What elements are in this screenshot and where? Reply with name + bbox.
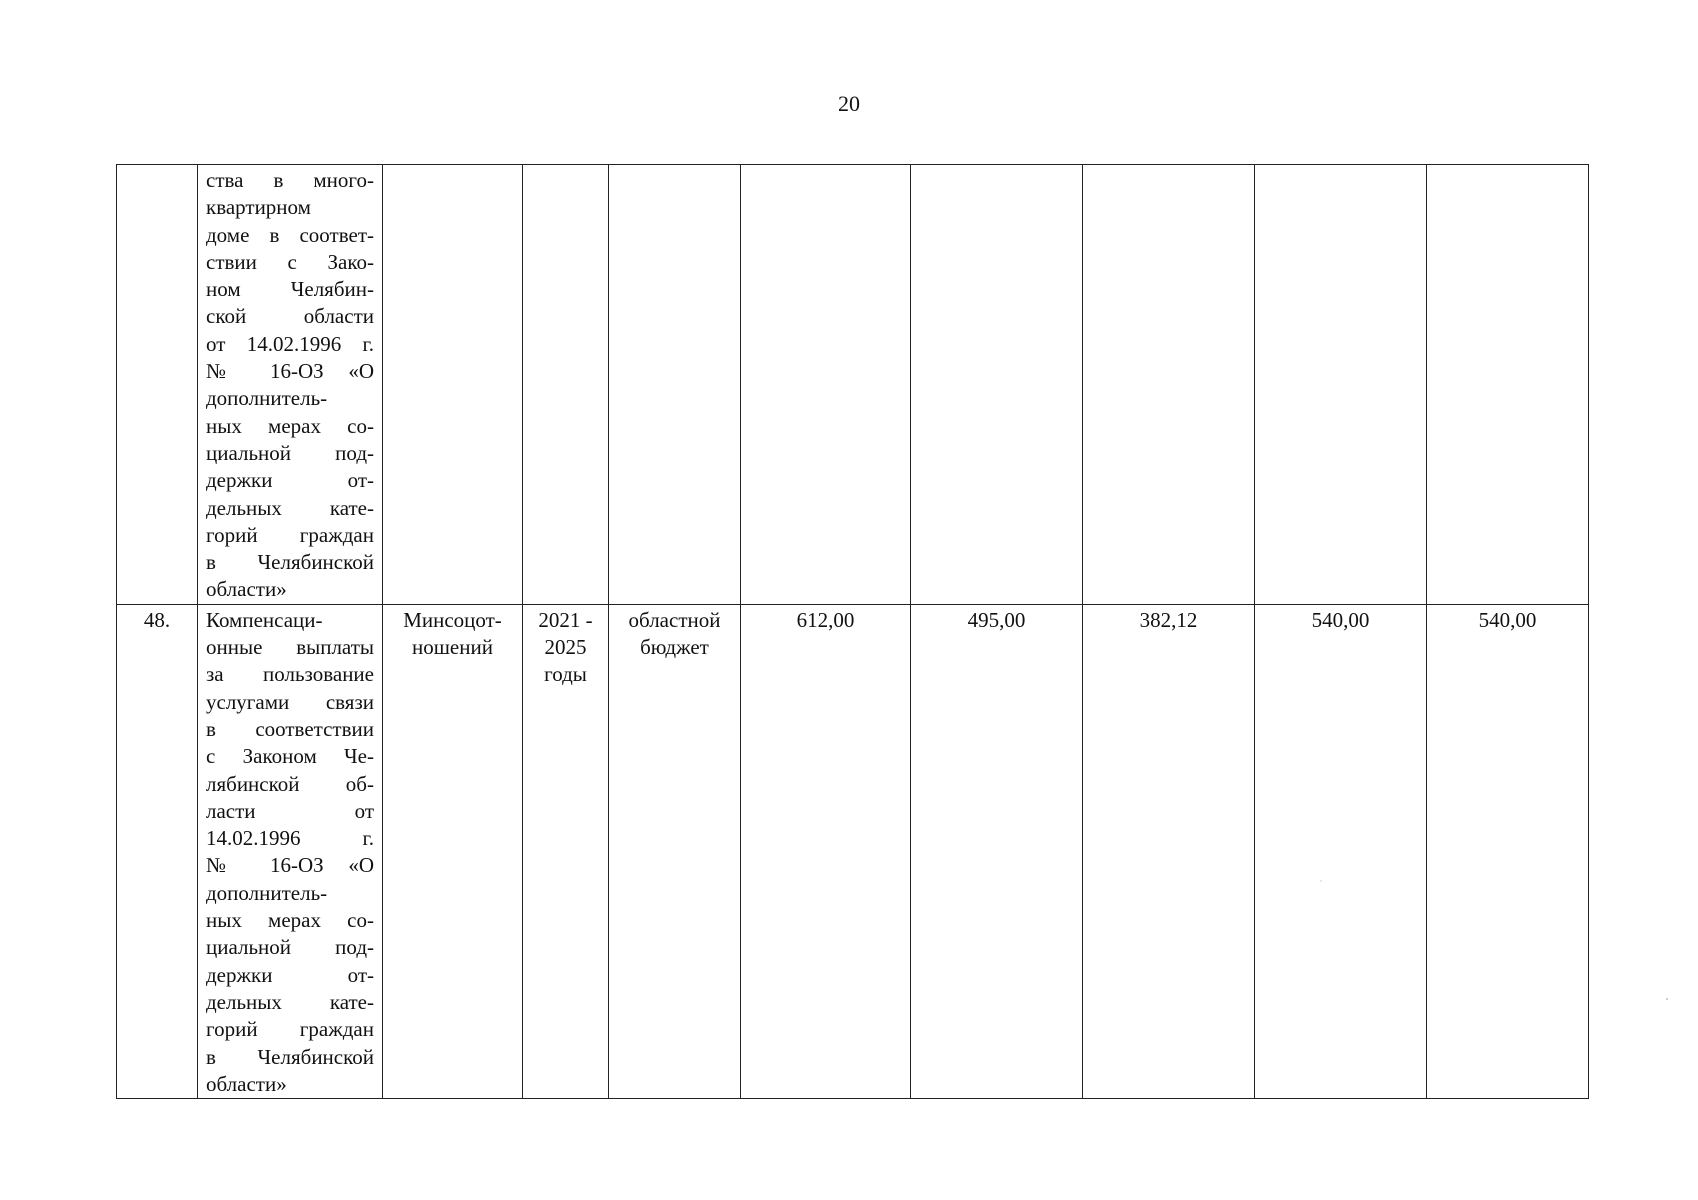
measure-name-line: № 16-ОЗ «О [206,853,374,878]
value-cell [1427,165,1589,605]
measure-name-line: циальной под- [206,935,374,960]
measure-name-line: услугами связи [206,689,374,714]
measure-name-line: доме в соответ- [206,222,374,247]
value: 540,00 [1478,607,1537,632]
measure-name-line: циальной под- [206,440,374,465]
funding-source-line: областной [628,607,721,632]
program-measures-table [116,164,1589,1099]
value-cell [741,604,911,1098]
measure-name-line: дельных кате- [206,989,374,1014]
measure-name-line: ных мерах со- [206,908,374,933]
row-number-cell [117,604,198,1098]
measure-name-line: ласти от [206,798,374,823]
value: 540,00 [1311,607,1370,632]
period-line: 2025 [544,635,587,660]
funding-source-line: бюджет [640,635,709,660]
measure-name-cell [198,165,383,605]
measure-name-line: ства в много- [206,168,374,192]
value-cell [1083,604,1255,1098]
value-cell [1083,165,1255,605]
measure-name-line: области» [206,577,287,602]
value: 495,00 [967,607,1026,632]
page-number: 20 [838,91,860,116]
measure-name-line: лябинской об- [206,771,374,796]
measure-name-line: от 14.02.1996 г. [206,331,374,356]
executor-cell [383,165,523,605]
measure-name-line: горий граждан [206,1017,374,1042]
measure-name-line: области» [206,1071,287,1096]
measure-name-line: горий граждан [206,522,374,547]
executor-line: ношений [412,635,493,660]
period-cell [523,165,609,605]
measure-name-line: ных мерах со- [206,413,374,438]
measure-name-line: Компенсаци- [206,607,323,632]
measure-name-line: квартирном [206,195,311,220]
scan-artifact [1320,880,1322,882]
value-cell [911,165,1083,605]
measure-name-line: за пользование [206,662,374,687]
period-line: годы [544,662,587,687]
measure-name-line: № 16-ОЗ «О [206,359,374,384]
funding-source-cell [609,604,741,1098]
measure-name-line: в соответствии [206,716,374,741]
measure-name-line: дополнитель- [206,386,328,411]
row-number: 48. [143,607,171,632]
measure-name-line: онные выплаты [206,635,374,660]
measure-name-line: в Челябинской [206,1044,374,1069]
table-row [117,165,1589,605]
measure-name-line: дополнитель- [206,880,328,905]
executor-line: Минсоцот- [403,607,502,632]
value: 612,00 [796,607,855,632]
measure-name-line: держки от- [206,962,374,987]
measure-name-line: ствии с Зако- [206,249,374,274]
measure-name-line: ской области [206,304,374,329]
value-cell [1255,604,1427,1098]
value-cell [1427,604,1589,1098]
funding-source-cell [609,165,741,605]
measure-name-line: ном Челябин- [206,277,374,302]
value-cell [741,165,911,605]
value: 382,12 [1139,607,1198,632]
measure-name-line: дельных кате- [206,495,374,520]
measure-name-line: 14.02.1996 г. [206,826,374,851]
measure-name-cell [198,604,383,1098]
value-cell [1255,165,1427,605]
period-cell [523,604,609,1098]
measure-name-line: держки от- [206,468,374,493]
period-line: 2021 - [538,607,593,632]
row-number-cell [117,165,198,605]
scan-artifact [1666,998,1668,1000]
measure-name-line: в Челябинской [206,550,374,575]
measure-name-line: с Законом Че- [206,744,374,769]
executor-cell [383,604,523,1098]
table-body [117,165,1589,1099]
value-cell [911,604,1083,1098]
table-row [117,604,1589,1098]
